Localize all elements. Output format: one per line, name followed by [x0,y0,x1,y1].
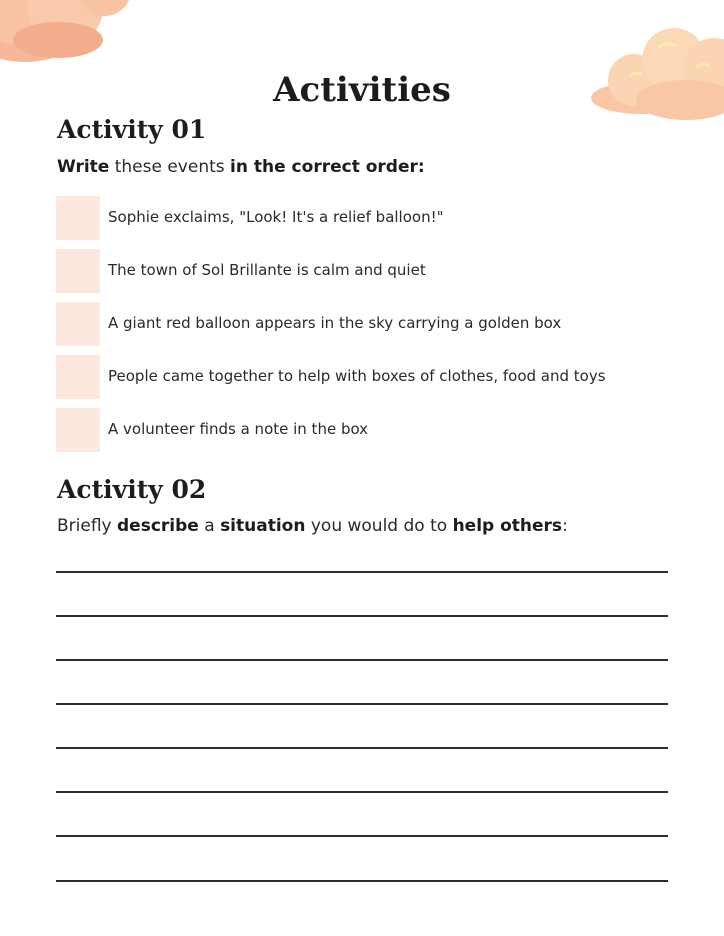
event-text: Sophie exclaims, "Look! It's a relief balloon!" [108,208,444,226]
order-number-box[interactable] [56,408,100,452]
page-title: Activities [273,70,451,110]
instruction-text: : [562,516,568,536]
answer-line[interactable] [56,659,668,661]
activity-1-heading: Activity 01 [57,115,207,144]
answer-line[interactable] [56,835,668,837]
order-number-box[interactable] [56,249,100,293]
order-number-box[interactable] [56,196,100,240]
answer-line[interactable] [56,615,668,617]
answer-line[interactable] [56,747,668,749]
event-text: A volunteer finds a note in the box [108,420,369,438]
instruction-text: Briefly [57,516,118,536]
event-item [56,196,696,240]
order-number-box[interactable] [56,302,100,346]
event-text: A giant red balloon appears in the sky carrying a golden box [108,314,562,332]
event-item [56,249,696,293]
event-item [56,408,696,452]
answer-line[interactable] [56,703,668,705]
event-item [56,302,696,346]
event-text: People came together to help with boxes of clothes, food and toys [108,367,606,385]
instruction-text: a [198,516,221,536]
activity-2-instruction [57,514,568,538]
instruction-text: you would do to [305,516,453,536]
answer-line[interactable] [56,880,668,882]
order-number-box[interactable] [56,355,100,399]
instruction-emphasis: help others [452,516,563,536]
cloud-icon [0,0,140,65]
instruction-emphasis: in the correct order: [230,157,425,177]
event-item [56,355,696,399]
instruction-emphasis: describe [117,516,199,536]
answer-line[interactable] [56,791,668,793]
activity-2-heading: Activity 02 [57,475,207,504]
activity-1-instruction [57,155,425,179]
instruction-text: these events [109,157,231,177]
event-text: The town of Sol Brillante is calm and quiet [108,261,426,279]
instruction-emphasis: Write [57,157,110,177]
answer-line[interactable] [56,571,668,573]
instruction-emphasis: situation [220,516,306,536]
